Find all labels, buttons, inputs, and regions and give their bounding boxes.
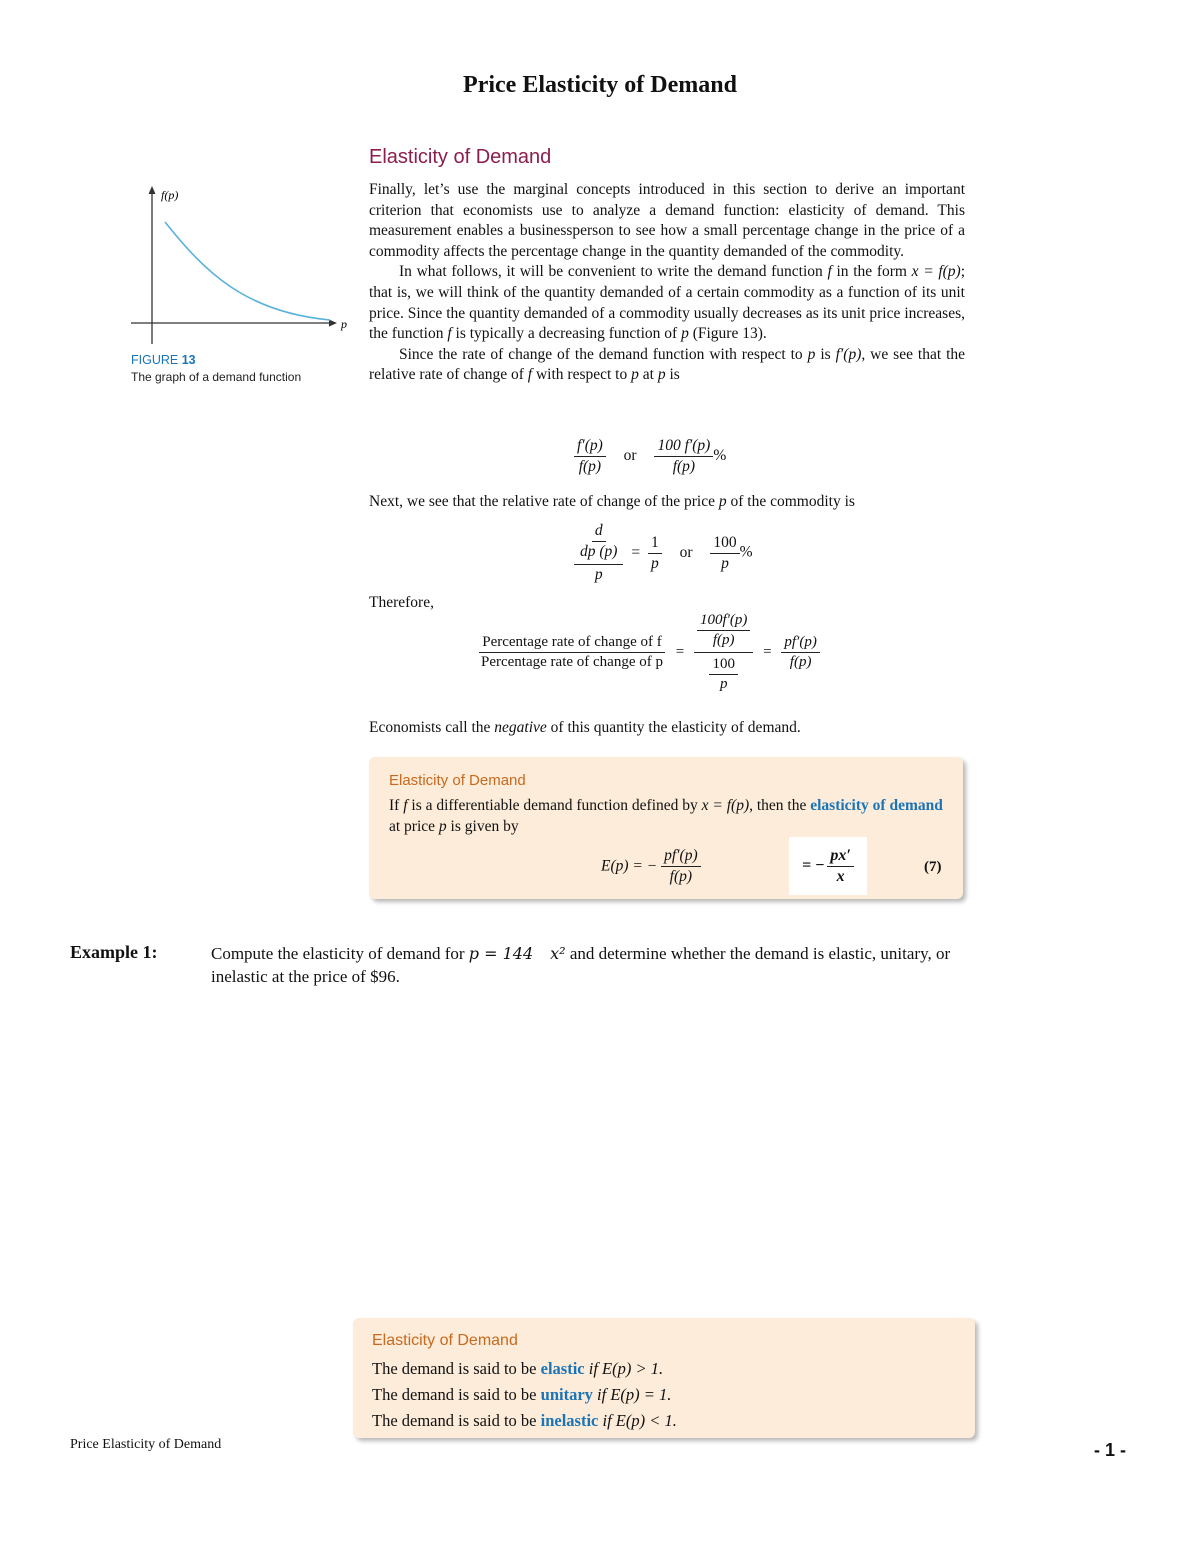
elasticity-definition-box [369,757,963,899]
equation-relative-rate-p: $\frac{\frac{d}{dp (p)}}{p}$ = $\frac{1}{p}$ or $\frac{100}{p}$ % [574,522,753,584]
page-title: Price Elasticity of Demand [463,72,737,98]
paragraph-3: Since the rate of change of the demand function with respect to p is f′(p), we see that the relative rate of change of f with respect to p at p is [369,345,966,384]
section-heading: Elasticity of Demand [369,146,552,168]
therefore-line: Therefore, [369,594,434,611]
definition-box-heading: Elasticity of Demand [389,772,526,789]
criteria-unitary: The demand is said to be unitary if E(p) = 1. [372,1385,672,1404]
page-number: - 1 - [1094,1440,1127,1460]
paragraph-1: Finally, let’s use the marginal concepts introduced in this section to derive an important criterion that economists use to analyze a demand function: elasticity of demand. This measurement enables a businessperson to see how a small percentage change in the price of a commodity affects the percentage change in the quantity demanded of the commodity. [369,181,965,260]
demand-curve [165,222,330,320]
figure-label: FIGURE 13 [131,353,196,367]
next-line: Next, we see that the relative rate of change of the price p of the commodity is [369,493,855,510]
equation-number: (7) [924,859,942,875]
paragraph-2: In what follows, it will be convenient to write the demand function f in the form x = f(p); that is, we will think of the quantity demanded of a certain commodity as a function of its unit price. Since the quantity demanded of a commodity usually decreases as its unit price increases, the function f is typically a decreasing function of p (Figure 13). [369,263,966,343]
equation-relative-rate-f: $\frac{f'(p)}{f(p)}$ or $\frac{100 f'(p)}{f(p)}$ % [574,437,726,476]
x-axis-arrow [329,320,337,327]
alternate-formula: = − $\frac{px'}{x}$ [789,837,867,895]
body-paragraphs [369,180,965,386]
equation-percentage-ratio: $\frac{\text{Percentage rate of change of f}}{\text{Percentage rate of change of p}}$ = $\frac{\frac{100f'(p)}{f(p)}}{\frac{100}{p}}$ = $\frac{pf'(p)}{f(p)}$ [478,612,820,693]
criteria-list [372,1356,677,1434]
definition-text: If f is a differentiable demand function defined by x = f(p), then the elasticity of demand at price p is given by [389,797,943,835]
footer-title: Price Elasticity of Demand [70,1437,222,1452]
x-axis-label: p [341,317,347,331]
criteria-box-heading: Elasticity of Demand [372,1332,518,1349]
y-axis-arrow [149,186,156,194]
example-label: Example 1: [70,942,158,962]
example-text: Compute the elasticity of demand for p = 144 x² and determine whether the demand is elastic, unitary, or inelastic at the price of $96. [211,944,951,986]
elasticity-formula: E(p) = − $\frac{pf'(p)}{f(p)}$ [601,847,701,886]
demand-function-graph [125,182,360,352]
economists-line: Economists call the negative of this quantity the elasticity of demand. [369,719,801,736]
criteria-inelastic: The demand is said to be inelastic if E(p) < 1. [372,1411,677,1430]
criteria-elastic: The demand is said to be elastic if E(p) > 1. [372,1359,664,1378]
figure-caption: The graph of a demand function [131,370,302,384]
y-axis-label: f(p) [161,188,179,202]
elasticity-criteria-box [353,1318,975,1438]
